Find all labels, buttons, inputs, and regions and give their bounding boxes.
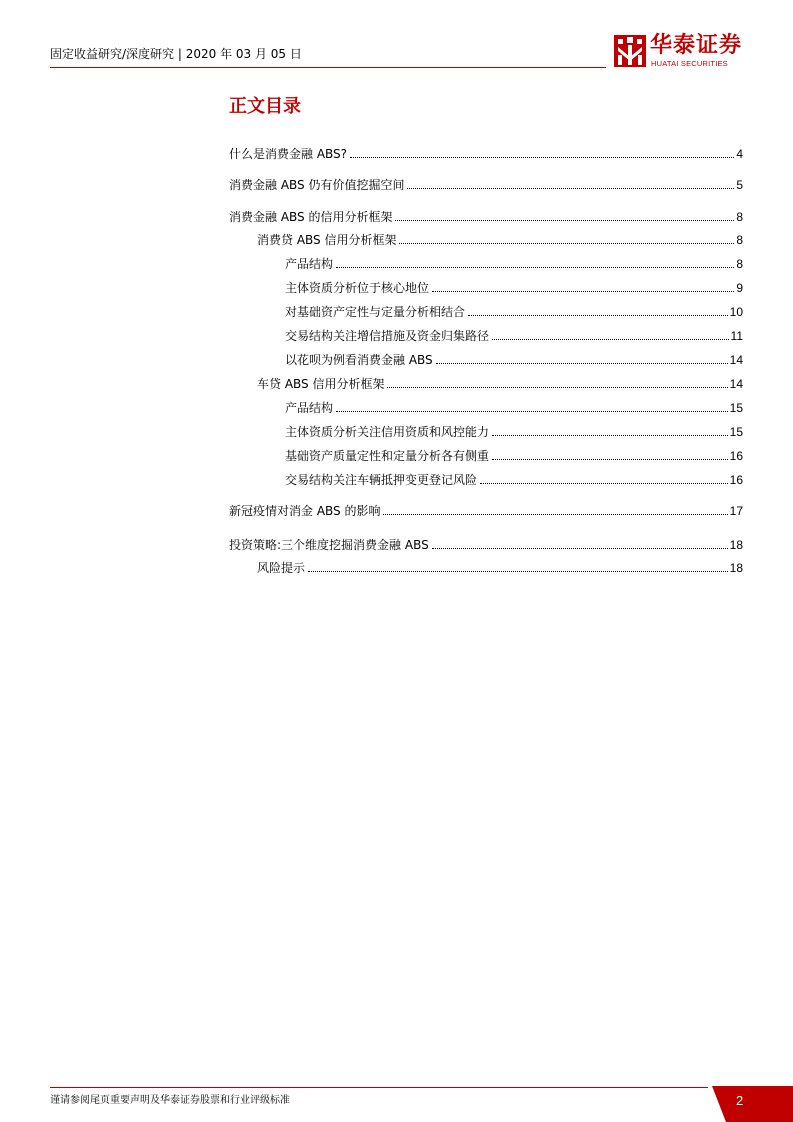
footer-divider <box>50 1087 708 1088</box>
toc-entry-title: 消费金融 ABS 的信用分析框架 <box>229 210 393 224</box>
toc-entry-page: 8 <box>736 233 743 247</box>
toc-dot-leader <box>350 156 734 158</box>
toc-entry[interactable] <box>285 253 743 271</box>
logo-chinese-name: 华泰证券 <box>650 33 743 58</box>
toc-entry-page: 14 <box>729 377 743 391</box>
toc-title: 正文目录 <box>229 96 301 117</box>
toc-dot-leader <box>480 482 728 484</box>
toc-entry-page: 5 <box>736 178 743 192</box>
toc-dot-leader <box>336 266 734 268</box>
toc-entry-page: 17 <box>729 504 743 518</box>
toc-dot-leader <box>492 434 728 436</box>
toc-entry[interactable] <box>257 557 743 575</box>
toc-entry-title: 产品结构 <box>285 401 334 415</box>
toc-entry[interactable] <box>257 229 743 247</box>
toc-entry-title: 消费贷 ABS 信用分析框架 <box>257 233 397 247</box>
page-number: 2 <box>736 1093 744 1108</box>
toc-dot-leader <box>407 187 734 189</box>
toc-entry[interactable] <box>285 349 743 367</box>
toc-entry-title: 主体资质分析位于核心地位 <box>285 281 430 295</box>
toc-dot-leader <box>399 242 734 244</box>
toc-entry[interactable] <box>229 534 743 552</box>
toc-entry[interactable] <box>285 469 743 487</box>
toc-entry[interactable] <box>229 500 743 518</box>
toc-entry[interactable] <box>257 373 743 391</box>
toc-entry-title: 什么是消费金融 ABS? <box>229 147 348 161</box>
toc-entry-title: 基础资产质量定性和定量分析各有侧重 <box>285 449 490 463</box>
page-number-tab <box>712 1086 793 1122</box>
toc-entry[interactable] <box>285 301 743 319</box>
toc-entry-page: 11 <box>730 329 743 343</box>
toc-entry-page: 16 <box>729 449 743 463</box>
toc-entry-title: 主体资质分析关注信用资质和风控能力 <box>285 425 490 439</box>
toc-entry[interactable] <box>285 277 743 295</box>
toc-entry-title: 对基础资产定性与定量分析相结合 <box>285 305 466 319</box>
toc-entry-page: 18 <box>729 538 743 552</box>
toc-entry-title: 投资策略:三个维度挖掘消费金融 ABS <box>229 538 429 552</box>
toc-entry[interactable] <box>285 397 743 415</box>
header-divider <box>50 67 606 68</box>
toc-dot-leader <box>432 547 728 549</box>
toc-entry-page: 16 <box>729 473 743 487</box>
toc-entry-title: 车贷 ABS 信用分析框架 <box>257 377 385 391</box>
toc-entry[interactable] <box>229 143 743 161</box>
toc-dot-leader <box>468 314 728 316</box>
toc-entry-page: 14 <box>729 353 743 367</box>
huatai-logo <box>614 35 746 71</box>
toc-dot-leader <box>308 570 728 572</box>
toc-dot-leader <box>436 362 728 364</box>
toc-entry-page: 10 <box>729 305 743 319</box>
toc-dot-leader <box>336 410 728 412</box>
toc-entry[interactable] <box>229 206 743 224</box>
toc-entry-page: 4 <box>736 147 743 161</box>
toc-dot-leader <box>432 290 734 292</box>
toc-entry-title: 交易结构关注车辆抵押变更登记风险 <box>285 473 478 487</box>
toc-entry-page: 9 <box>736 281 743 295</box>
toc-entry-page: 8 <box>736 257 743 271</box>
toc-entry[interactable] <box>285 445 743 463</box>
toc-entry-title: 新冠疫情对消金 ABS 的影响 <box>229 504 381 518</box>
toc-dot-leader <box>387 386 727 388</box>
toc-dot-leader <box>383 513 727 515</box>
report-header-text: 固定收益研究/深度研究 | 2020 年 03 月 05 日 <box>50 47 302 61</box>
logo-english-name: HUATAI SECURITIES <box>651 59 728 68</box>
toc-entry-title: 消费金融 ABS 仍有价值挖掘空间 <box>229 178 405 192</box>
toc-dot-leader <box>492 338 729 340</box>
toc-entry[interactable] <box>229 174 743 192</box>
toc-entry-page: 15 <box>729 401 743 415</box>
toc-dot-leader <box>395 219 734 221</box>
toc-entry-page: 15 <box>729 425 743 439</box>
toc-entry-page: 18 <box>729 561 743 575</box>
toc-dot-leader <box>492 458 728 460</box>
toc-entry[interactable] <box>285 325 743 343</box>
toc-entry-title: 产品结构 <box>285 257 334 271</box>
toc-entry[interactable] <box>285 421 743 439</box>
toc-entry-title: 交易结构关注增信措施及资金归集路径 <box>285 329 490 343</box>
toc-entry-page: 8 <box>736 210 743 224</box>
huatai-logo-mark-icon <box>614 35 646 67</box>
toc-entry-title: 风险提示 <box>257 561 306 575</box>
toc-entry-title: 以花呗为例看消费金融 ABS <box>285 353 433 367</box>
footer-disclaimer: 谨请参阅尾页重要声明及华泰证券股票和行业评级标准 <box>50 1095 290 1106</box>
